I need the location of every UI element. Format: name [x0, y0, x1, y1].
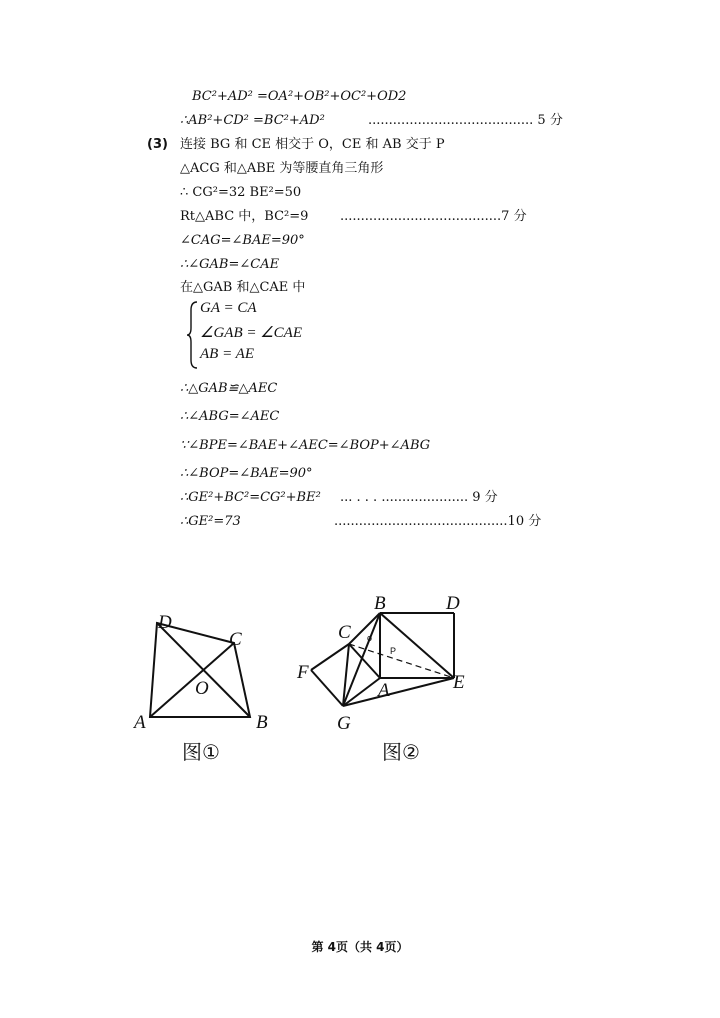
system-row-2: ∠GAB = ∠CAE — [200, 325, 303, 341]
step-in-triangles: 在△GAB 和△CAE 中 — [180, 280, 306, 295]
label-g2: G — [337, 713, 351, 734]
equation-system — [186, 300, 326, 370]
score-9: ... . . . ..................... 9 分 — [340, 490, 498, 505]
step-angles-90: ∠CAG=∠BAE=90° — [180, 233, 305, 248]
figure-2-caption: 图② — [382, 740, 420, 764]
step-congruent: ∴△GAB≌△AEC — [180, 381, 278, 396]
label-e2: E — [453, 672, 465, 693]
figure-1-caption: 图① — [182, 740, 220, 764]
step-ge-sum: ∴GE²+BC²=CG²+BE² — [180, 490, 321, 505]
equation-line-2: ∴AB²+CD² =BC²+AD² — [180, 113, 325, 128]
diagonal-ac — [150, 643, 234, 717]
label-c2: C — [338, 622, 351, 643]
step-abg-aec: ∴∠ABG=∠AEC — [180, 409, 280, 424]
figure-1 — [130, 590, 280, 770]
left-brace — [186, 300, 200, 370]
step-ge-result: ∴GE²=73 — [180, 514, 241, 529]
figure-1-diagram — [130, 590, 280, 735]
score-10: ..........................................10 分 — [334, 514, 542, 529]
label-o2: o — [367, 633, 373, 643]
label-c: C — [229, 629, 242, 650]
label-o: O — [195, 678, 209, 699]
step-gab-cae: ∴∠GAB=∠CAE — [180, 257, 280, 272]
label-d: D — [158, 612, 172, 633]
segment-ca — [349, 644, 380, 678]
label-a: A — [134, 712, 146, 733]
system-row-1: GA = CA — [200, 300, 257, 316]
step-bpe: ∵∠BPE=∠BAE+∠AEC=∠BOP+∠ABG — [180, 438, 431, 453]
label-a2: A — [378, 680, 390, 701]
segment-cf — [311, 644, 349, 670]
label-f2: F — [297, 662, 309, 683]
system-row-3: AB = AE — [200, 346, 255, 362]
step-cg-be: ∴ CG²=32 BE²=50 — [180, 185, 302, 200]
step-connect: 连接 BG 和 CE 相交于 O，CE 和 AB 交于 P — [180, 137, 445, 152]
step-isosceles: △ACG 和△ABE 为等腰直角三角形 — [180, 161, 384, 176]
score-5: ........................................ 5 分 — [368, 113, 563, 128]
segment-ge — [343, 678, 454, 706]
part-number-3: (3) — [147, 137, 168, 152]
step-bc: Rt△ABC 中，BC²=9 — [180, 209, 309, 224]
label-b2: B — [374, 593, 386, 614]
score-7: .......................................7 分 — [340, 209, 527, 224]
figure-2 — [290, 590, 490, 770]
page-footer: 第 4页（共 4页） — [311, 940, 409, 954]
figure-2-diagram — [290, 590, 490, 735]
label-b: B — [256, 712, 268, 733]
step-bop: ∴∠BOP=∠BAE=90° — [180, 466, 313, 481]
label-d2: D — [446, 593, 460, 614]
label-p2: P — [390, 646, 397, 656]
segment-cb — [349, 613, 380, 644]
segment-fg — [311, 670, 343, 706]
equation-line-1: BC²+AD² =OA²+OB²+OC²+OD2 — [192, 89, 407, 104]
